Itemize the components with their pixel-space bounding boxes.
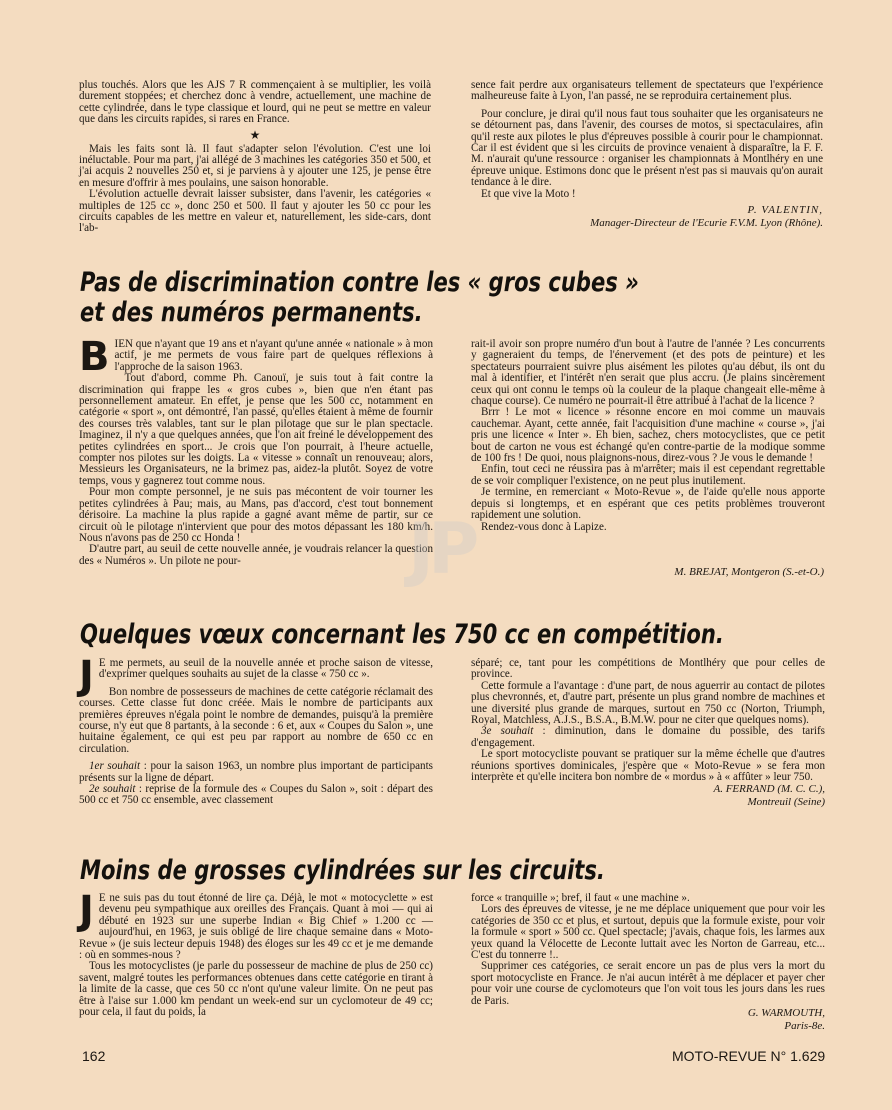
article-left-column (79, 888, 433, 1019)
paragraph: Je termine, en remerciant « Moto-Revue », de l'aide qu'elle nous apporte depuis si longtemps, et en espérant que ces petits problèmes trouveront rapidement une solution. (471, 486, 825, 522)
magazine-issue: MOTO-REVUE N° 1.629 (672, 1048, 826, 1064)
signature-name: A. FERRAND (M. C. C.), (713, 783, 825, 796)
article-title-line: Pas de discrimination contre les « gros cubes » (80, 267, 639, 298)
paragraph: D'autre part, au seuil de cette nouvelle année, je voudrais relancer la question des « Numéros ». Un pilote ne pour- (79, 543, 433, 567)
signature-place: Montreuil (Seine) (747, 796, 825, 809)
paragraph: Lors des épreuves de vitesse, je ne me déplace uniquement que pour voir les catégories de 350 cc et plus, et surtout, depuis que la formule existe, pour voir la formule « sport » 500 cc. Quel spectacle; j'avais, chaque fois, les larmes aux yeux quand la Vélocette de Leconte luttait avec les Norton de Garreau, etc... C'est du tonnerre !.. (471, 903, 825, 962)
article-right-column (471, 658, 825, 809)
paragraph: Le sport motocycliste pouvant se pratiquer sur la même échelle que d'autres réunions sportives dominicales, j'espère que « Moto-Revue » se fera mon interprète et qu'elle incitera bon nombre de « mordus » à « affûter » leur 750. (471, 748, 825, 784)
paragraph: Tout d'abord, comme Ph. Canouï, je suis tout à fait contre la discrimination qui frappe les « gros cubes », bien que n'en étant pas personnellement amateur. En effet, je pense que les 500 cc, notamment en catégorie « sport », ont démontré, l'an passé, qu'elles étaient à même de fournir des courses très valables, tant sur le plan pilotage que sur le plan spectacle. Imaginez, il n'y a que quelques années, que l'on ait freiné le développement des petites cylindrées en sport... Je crois que l'on pourrait, à l'heure actuelle, compter nos pilotes sur les doigts. La « vitesse » connaît un renouveau; alors, Messieurs les Organisateurs, ne la brimez pas, aidez-la plutôt. Soyez de votre temps, vous y gagnerez tout comme nous. (79, 372, 433, 487)
paragraph: L'évolution actuelle devrait laisser subsister, dans l'avenir, les catégories « multiples de 125 cc », donc 250 et 500. Il faut y ajouter les 50 cc pour les circuits capables de les mettre en valeur et, naturellement, les side-cars, dont l'ab- (79, 188, 431, 235)
article-right-column (471, 339, 825, 533)
paragraph: séparé; ce, tant pour les compétitions de Montlhéry que pour celles de province. (471, 657, 825, 681)
paragraph: rait-il avoir son propre numéro d'un bout à l'autre de l'année ? Les concurrents y gagneraient du temps, de l'énervement (et des pots de peinture) et les spectateurs pourraient suivre plus aisément les pilotes qu'au début, ils ont du mal à identifier, et l'intérêt n'en serait que plus accru. (Je plains sincèrement ceux qui ont connu le temps où la couleur de la plaque changeait elle-même à chaque course). Ce numéro ne pourrait-il être attribué à l'achat de la licence ? (471, 338, 825, 408)
paragraph: Tous les motocyclistes (je parle du possesseur de machine de plus de 250 cc) savent, malgré toutes les performances obtenues dans cette catégorie en tirant à la limite de la casse, que ces 50 cc n'ont qu'une valeur limite. On ne peut pas être à l'aise sur 1.000 km pendant un week-end sur un cyclomoteur de 49 cc; pour cela, il faut du poids, la (79, 960, 433, 1019)
paragraph: 1er souhait : pour la saison 1963, un nombre plus important de participants présents sur la ligne de départ. (79, 760, 433, 784)
drop-cap: J (79, 653, 94, 699)
page-number: 162 (82, 1048, 106, 1064)
paragraph: Rendez-vous donc à Lapize. (481, 520, 607, 533)
signature-place: Paris-8e. (784, 1020, 825, 1033)
article-right-column (471, 893, 825, 1033)
drop-cap: J (79, 888, 94, 934)
star-separator: ★ (249, 127, 261, 142)
top-right-column (471, 80, 823, 230)
paragraph: Enfin, tout ceci ne réussira pas à m'arrêter; mais il est cependant regrettable de se voir compliquer l'existence, on ne peut plus inutilement. (471, 463, 825, 487)
signature-name: P. VALENTIN, (747, 204, 823, 217)
paragraph: IEN que n'ayant que 19 ans et n'ayant qu'une année « nationale » à mon actif, je me permets de vous faire part de quelques réflexions à l'approche de la saison 1963. (114, 338, 433, 373)
paragraph: Et que vive la Moto ! (481, 187, 576, 200)
top-left-column (79, 80, 431, 235)
signature-title: Manager-Directeur de l'Ecurie F.V.M. Lyon (Rhône). (590, 217, 823, 230)
paragraph: 2e souhait : reprise de la formule des « Coupes du Salon », soit : départ des 500 cc et 750 cc ensemble, avec classement (79, 783, 433, 807)
paragraph: Mais les faits sont là. Il faut s'adapter selon l'évolution. C'est une loi inéluctable. Pour ma part, j'ai allégé de 3 machines les catégories 350 et 500, et j'ai acquis 2 nouvelles 250 et, si je parviens à y ajouter une 125, je pense être en mesure d'offrir à mes poulains, une saison honorable. (79, 142, 431, 189)
paragraph: Supprimer ces catégories, ce serait encore un pas de plus vers la mort du sport motocycliste en France. Je n'ai aucun intérêt à me déplacer et payer cher pour voir une course de cyclomoteurs que l'on voit tous les jours dans les rues de Paris. (471, 960, 825, 1007)
article-title (80, 268, 639, 328)
paragraph: E me permets, au seuil de la nouvelle année et proche saison de vitesse, d'exprimer quelques souhaits au sujet de la classe « 750 cc ». (98, 657, 433, 681)
paragraph: sence fait perdre aux organisateurs tellement de spectateurs que l'expérience malheureuse faite à Lyon, l'an passé, ne se reproduira certainement plus. (471, 79, 823, 103)
paragraph: force « tranquille »; bref, il faut « une machine ». (471, 892, 690, 904)
paragraph: Bon nombre de possesseurs de machines de cette catégorie réclamait des courses. Cette classe fut donc créée. Mais le nombre de participants aux premières épreuves n'égala point le nombre de demandes, puisqu'à la première course, n'y eut que 8 partants, à la seconde : 6 et, aux « Coupes du Salon », une huitaine également, ce qui est peu par rapport au nombre de 650 cc en circulation. (79, 685, 433, 755)
article-title-line: et des numéros permanents. (80, 297, 423, 328)
article-title: Quelques vœux concernant les 750 cc en compétition. (80, 619, 724, 650)
signature: M. BREJAT, Montgeron (S.-et-O.) (674, 566, 824, 578)
drop-cap: B (79, 334, 110, 380)
paragraph: E ne suis pas du tout étonné de lire ça. Déjà, le mot « motocyclette » est devenu peu sympathique aux oreilles des Français. Quant à moi — qui ai débuté en 1923 sur une superbe Indian « Big Chief » 1.200 cc — aujourd'hui, en 1963, je suis obligé de lire chaque semaine dans « Moto-Revue » (je suis lecteur depuis 1948) des éloges sur les 49 cc et je me demande : où en sommes-nous ? (79, 892, 433, 962)
paragraph: Pour mon compte personnel, je ne suis pas mécontent de voir tourner les petites cylindrées à Pau; mais, au Mans, pas d'accord, c'est tout bonnement dérisoire. La machine la plus rapide a gagné avant même de partir, sur ce circuit où le pilotage n'intervient que pour des motos dépassant les 180 km/h. Nous n'avons pas de 250 cc Honda ! (79, 486, 433, 544)
paragraph: Cette formule a l'avantage : d'une part, de nous aguerrir au contact de pilotes plus chevronnés, et, d'autre part, présente un plus grand nombre de machines et une diversité plus grande de marques, surtout en 750 cc (Norton, Triumph, Royal, Matchless, A.J.S., B.S.A., B.M.W. pour ne citer que quelques noms). (471, 679, 825, 727)
article-left-column (79, 653, 433, 807)
paragraph: plus touchés. Alors que les AJS 7 R commençaient à se multiplier, les voilà durement stoppées; et cherchez donc à vendre, actuellement, une machine de cette cylindrée, dans le type classique et lourd, qui ne peut se mettre en valeur que dans les circuits rapides, si rares en France. (79, 79, 431, 126)
paragraph: 3e souhait : diminution, dans le domaine du possible, des tarifs d'engagement. (471, 725, 825, 749)
article-left-column (79, 334, 433, 567)
watermark: JP (408, 508, 474, 590)
signature-name: G. WARMOUTH, (747, 1007, 825, 1020)
paragraph: Brrr ! Le mot « licence » résonne encore en moi comme un mauvais cauchemar. Ayant, cette année, fait l'acquisition d'une machine « course », j'ai pris une licence « Inter ». Eh bien, sachez, chers motocyclistes, que ce petit bout de carton ne vous est échangé qu'en contre-partie de la modique somme de 100 frs ! De quoi, nous plaignons-nous, direz-vous ? Je vous le demande ! (471, 406, 825, 465)
paragraph: Pour conclure, je dirai qu'il nous faut tous souhaiter que les organisateurs ne se détournent pas, dans l'avenir, des courses de motos, si spectaculaires, afin qu'il reste aux pilotes le plus d'épreuves possible à courir pour le championnat. Car il est évident que si les circuits de province venaient à disparaître, la F. F. M. n'aurait qu'une ressource : organiser les championnats à Montlhéry en une épreuve unique. Estimons donc que le présent n'est pas si mauvais qu'on aurait tendance à le dire. (471, 107, 823, 189)
article-title: Moins de grosses cylindrées sur les circuits. (80, 855, 605, 886)
